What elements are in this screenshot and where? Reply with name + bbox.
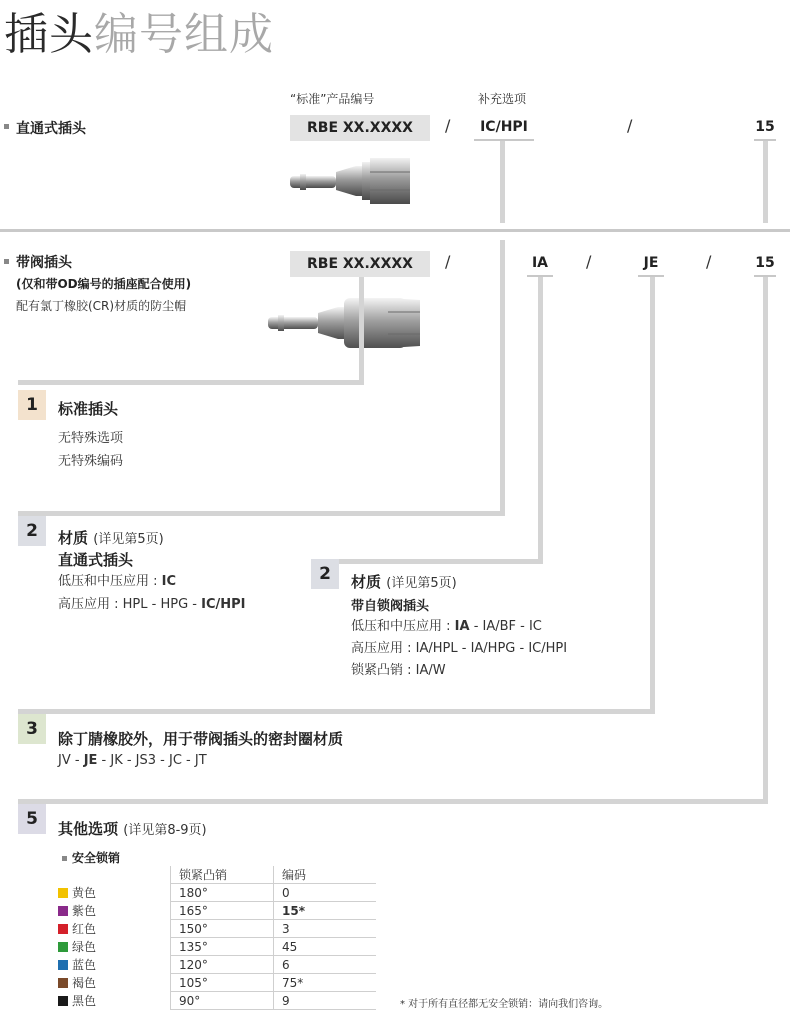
color-cell: [58, 938, 171, 956]
color-cell: [58, 920, 171, 938]
section-number-2b: 2: [311, 559, 339, 589]
color-cell: [58, 902, 171, 920]
table-row: [58, 902, 376, 920]
section-2a-line1: [58, 571, 176, 593]
section-2a-subtitle: 直通式插头: [58, 551, 134, 569]
code-cell: 75*: [274, 974, 377, 992]
connector-line: [650, 277, 655, 714]
slash: /: [706, 252, 712, 271]
slash: /: [445, 252, 451, 271]
line-bold: IC/HPI: [201, 597, 246, 612]
line-bold: IC: [161, 574, 177, 589]
page-title-dark: 插头: [4, 9, 94, 60]
code-cell: 3: [274, 920, 377, 938]
connector-line: [538, 277, 543, 564]
table-header-code: 编码: [274, 866, 377, 884]
pin-angle-cell: 135°: [171, 938, 274, 956]
page-title-light: 编号组成: [94, 9, 274, 60]
color-label: 紫色: [72, 904, 97, 918]
section-2b-line1: [351, 616, 542, 638]
bullet-icon: [4, 259, 9, 264]
pin-angle-cell: 105°: [171, 974, 274, 992]
color-label: 蓝色: [72, 958, 97, 972]
section-2a-title: [58, 527, 164, 548]
straight-option: IC/HPI: [474, 115, 534, 141]
slash: /: [445, 116, 451, 135]
line-bold: IA: [454, 619, 470, 634]
section-1-line1: 无特殊选项: [58, 431, 124, 446]
section-number-2: 2: [18, 516, 46, 546]
color-label: 红色: [72, 922, 97, 936]
section-2a-line2: [58, 594, 245, 616]
color-swatch: [58, 996, 68, 1006]
code-cell: 9: [274, 992, 377, 1010]
table-header-pin: 锁紧凸销: [171, 866, 274, 884]
line-text: JV -: [58, 753, 84, 768]
connector-line: [763, 277, 768, 804]
valved-plug-label: 带阀插头: [16, 255, 72, 271]
color-cell: [58, 974, 171, 992]
safety-pin-table: [58, 866, 376, 1010]
bullet-icon: [4, 124, 9, 129]
code-cell: 45: [274, 938, 377, 956]
color-cell: [58, 992, 171, 1010]
connector-line: [359, 277, 364, 385]
section-3-title: 除丁腈橡胶外，用于带阀插头的密封圈材质: [58, 730, 344, 748]
straight-suffix: 15: [754, 115, 776, 141]
color-label: 黑色: [72, 994, 97, 1008]
connector-line: [500, 240, 505, 516]
connector-line: [311, 559, 543, 564]
section-divider: [0, 229, 790, 232]
color-label: 黄色: [72, 886, 97, 900]
section-2b-subtitle: 带自锁阀插头: [351, 599, 430, 614]
connector-line: [18, 799, 768, 804]
straight-plug-label: 直通式插头: [16, 121, 86, 137]
section-1-line2: 无特殊编码: [58, 454, 124, 469]
table-row: [58, 992, 376, 1010]
table-header-row: [58, 866, 376, 884]
section-2b-title-sub: (详见第5页): [386, 576, 457, 591]
connector-line: [18, 380, 364, 385]
connector-line: [18, 511, 505, 516]
color-cell: [58, 956, 171, 974]
footnote: * 对于所有直径都无安全锁销：请向我们咨询。: [400, 999, 609, 1010]
connector-line: [500, 140, 505, 223]
section-2b-title-main: 材质: [351, 573, 382, 591]
code-cell: 0: [274, 884, 377, 902]
code-cell: 15*: [274, 902, 377, 920]
valved-plug-image: [264, 292, 424, 352]
table-row: [58, 884, 376, 902]
table-row: [58, 974, 376, 992]
color-label: 绿色: [72, 940, 97, 954]
valved-code: RBE XX.XXXX: [290, 251, 430, 277]
color-swatch: [58, 960, 68, 970]
color-swatch: [58, 924, 68, 934]
section-2a-title-sub: (详见第5页): [93, 532, 164, 547]
connector-line: [18, 709, 655, 714]
section-number-3: 3: [18, 714, 46, 744]
pin-angle-cell: 90°: [171, 992, 274, 1010]
bullet-icon: [62, 856, 67, 861]
valved-option-ia: IA: [527, 251, 553, 277]
valved-plug-note: (仅和带OD编号的插座配合使用): [16, 277, 192, 291]
standard-code-caption: “标准”产品编号: [290, 92, 375, 106]
section-1-title: 标准插头: [58, 400, 119, 418]
section-2b-line3: 锁紧凸销 : IA/W: [351, 663, 446, 678]
color-label: 褐色: [72, 976, 97, 990]
straight-plug-image: [286, 150, 416, 210]
line-bold: JE: [83, 753, 98, 768]
line-text: 低压和中压应用 :: [351, 619, 455, 634]
line-text: 高压应用 : HPL - HPG -: [58, 597, 202, 612]
color-swatch: [58, 942, 68, 952]
code-cell: 6: [274, 956, 377, 974]
connector-line: [763, 140, 768, 223]
table-row: [58, 920, 376, 938]
section-2a-title-main: 材质: [58, 529, 89, 547]
section-3-line: [58, 750, 207, 772]
table-header-empty: [58, 866, 171, 884]
page-title: [4, 6, 274, 64]
section-number-1: 1: [18, 390, 46, 420]
slash: /: [586, 252, 592, 271]
straight-code: RBE XX.XXXX: [290, 115, 430, 141]
table-row: [58, 956, 376, 974]
pin-angle-cell: 120°: [171, 956, 274, 974]
pin-angle-cell: 150°: [171, 920, 274, 938]
option-caption: 补充选项: [478, 92, 527, 106]
valved-plug-note2: 配有氯丁橡胶(CR)材质的防尘帽: [16, 299, 187, 313]
valved-option-je: JE: [638, 251, 664, 277]
line-text: - IA/BF - IC: [469, 619, 542, 634]
color-swatch: [58, 978, 68, 988]
pin-angle-cell: 165°: [171, 902, 274, 920]
line-text: 低压和中压应用 :: [58, 574, 162, 589]
pin-angle-cell: 180°: [171, 884, 274, 902]
section-2b-title: [351, 571, 457, 592]
color-swatch: [58, 906, 68, 916]
table-row: [58, 938, 376, 956]
section-2b-line2: 高压应用 : IA/HPL - IA/HPG - IC/HPI: [351, 641, 568, 656]
safety-pin-heading: 安全锁销: [72, 851, 121, 865]
section-number-5: 5: [18, 804, 46, 834]
color-cell: [58, 884, 171, 902]
section-5-title-main: 其他选项: [58, 820, 119, 838]
slash: /: [627, 116, 633, 135]
line-text: - JK - JS3 - JC - JT: [97, 753, 207, 768]
color-swatch: [58, 888, 68, 898]
section-5-title: [58, 818, 207, 839]
section-5-title-sub: (详见第8-9页): [123, 823, 207, 838]
valved-suffix: 15: [754, 251, 776, 277]
